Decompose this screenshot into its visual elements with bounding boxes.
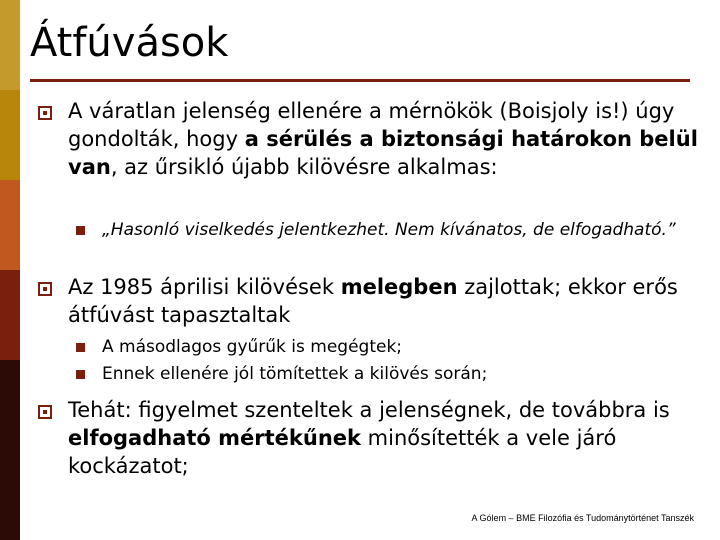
sub-bullet-text: „Hasonló viselkedés jelentkezhet. Nem kívánatos, de elfogadható.” [102,220,676,240]
bullet-text-part: Az 1985 áprilisi kilövések [68,275,341,299]
sidebar-segment [0,0,20,90]
sidebar-segment [0,180,20,270]
bullet-text-bold: melegben [340,275,458,299]
bullet-text-part: zajlottak; ekkor erős átfúvást tapasztaltak [68,275,678,327]
sub-bullet-text: A másodlagos gyűrűk is megégtek; [102,337,403,357]
sub-bullet-marker [76,343,85,352]
sidebar-segment [0,90,20,180]
sidebar-decoration [0,0,20,540]
sub-bullet-text: Ennek ellenére jól tömítettek a kilövés során; [102,364,488,384]
bullet-text-part: A váratlan jelenség ellenére a mérnökök (Boisjoly is!) úgy gondolták, hogy [68,99,675,151]
bullet-text-bold: a sérülés a biztonsági határokon belül van [68,127,698,179]
bullet-text-part: minősítették a vele járó kockázatot; [68,426,617,478]
title-underline [30,79,690,82]
sidebar-segment [0,360,20,540]
sub-bullet-marker [76,226,85,235]
bullet-marker [38,282,52,296]
bullet-text-part: Tehát: figyelmet szenteltek a jelenségnek, de továbbra is [68,398,670,422]
bullet-text [68,97,698,181]
bullet-text-part: , az űrsikló újabb kilövésre alkalmas: [110,155,498,179]
bullet-marker [38,106,52,120]
bullet-text-bold: elfogadható mértékűnek [68,426,361,450]
slide-title: Átfúvások [30,20,229,66]
bullet-text [68,273,698,329]
bullet-text [68,396,698,480]
sub-bullet-marker [76,370,85,379]
bullet-marker [38,405,52,419]
sidebar-segment [0,270,20,360]
slide-footer: A Gólem – BME Filozófia és Tudománytörténet Tanszék [471,513,694,523]
